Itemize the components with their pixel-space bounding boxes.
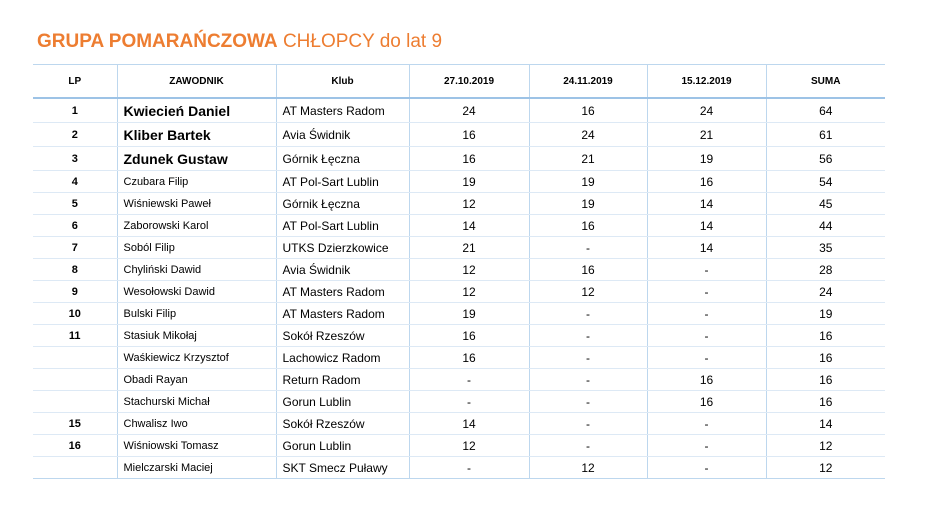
cell-club: Return Radom <box>276 369 409 391</box>
cell-date-1: 12 <box>409 193 529 215</box>
cell-date-1: 16 <box>409 325 529 347</box>
table-body <box>33 98 885 479</box>
cell-player: Bulski Filip <box>117 303 276 325</box>
cell-lp: 3 <box>33 147 117 171</box>
cell-lp <box>33 369 117 391</box>
table-row <box>33 215 885 237</box>
cell-club: Gorun Lublin <box>276 435 409 457</box>
table-row <box>33 147 885 171</box>
header-date-2: 24.11.2019 <box>529 65 647 99</box>
cell-date-3: - <box>647 325 766 347</box>
cell-lp: 9 <box>33 281 117 303</box>
table-row <box>33 98 885 123</box>
cell-sum: 24 <box>766 281 885 303</box>
cell-date-3: 14 <box>647 193 766 215</box>
cell-sum: 28 <box>766 259 885 281</box>
cell-club: AT Masters Radom <box>276 281 409 303</box>
header-date-1: 27.10.2019 <box>409 65 529 99</box>
table-row <box>33 281 885 303</box>
cell-player: Zdunek Gustaw <box>117 147 276 171</box>
cell-club: SKT Smecz Puławy <box>276 457 409 479</box>
cell-date-3: 19 <box>647 147 766 171</box>
cell-date-1: 21 <box>409 237 529 259</box>
header-player: ZAWODNIK <box>117 65 276 99</box>
cell-player: Chwalisz Iwo <box>117 413 276 435</box>
cell-date-2: - <box>529 303 647 325</box>
cell-date-2: - <box>529 325 647 347</box>
cell-club: AT Masters Radom <box>276 98 409 123</box>
cell-club: AT Pol-Sart Lublin <box>276 215 409 237</box>
cell-date-1: 12 <box>409 435 529 457</box>
cell-date-2: 12 <box>529 281 647 303</box>
cell-sum: 64 <box>766 98 885 123</box>
cell-date-1: 14 <box>409 413 529 435</box>
cell-player: Zaborowski Karol <box>117 215 276 237</box>
cell-sum: 14 <box>766 413 885 435</box>
cell-lp: 1 <box>33 98 117 123</box>
cell-player: Soból Filip <box>117 237 276 259</box>
cell-date-1: 16 <box>409 347 529 369</box>
cell-date-3: - <box>647 281 766 303</box>
cell-lp: 5 <box>33 193 117 215</box>
cell-date-2: 19 <box>529 193 647 215</box>
table-row <box>33 391 885 413</box>
cell-player: Chyliński Dawid <box>117 259 276 281</box>
table-row <box>33 347 885 369</box>
header-date-3: 15.12.2019 <box>647 65 766 99</box>
cell-player: Mielczarski Maciej <box>117 457 276 479</box>
cell-date-2: - <box>529 237 647 259</box>
cell-sum: 16 <box>766 391 885 413</box>
cell-player: Stasiuk Mikołaj <box>117 325 276 347</box>
cell-date-3: 21 <box>647 123 766 147</box>
cell-sum: 12 <box>766 457 885 479</box>
table-row <box>33 171 885 193</box>
cell-club: Avia Świdnik <box>276 259 409 281</box>
cell-date-3: 14 <box>647 215 766 237</box>
table-row <box>33 123 885 147</box>
cell-date-2: 24 <box>529 123 647 147</box>
cell-date-2: 16 <box>529 98 647 123</box>
cell-club: Górnik Łęczna <box>276 193 409 215</box>
cell-club: UTKS Dzierzkowice <box>276 237 409 259</box>
cell-player: Wesołowski Dawid <box>117 281 276 303</box>
cell-date-3: 16 <box>647 369 766 391</box>
cell-club: Gorun Lublin <box>276 391 409 413</box>
cell-date-2: - <box>529 347 647 369</box>
cell-lp <box>33 347 117 369</box>
cell-date-1: 16 <box>409 147 529 171</box>
cell-date-3: - <box>647 259 766 281</box>
header-sum: SUMA <box>766 65 885 99</box>
cell-lp: 4 <box>33 171 117 193</box>
cell-date-1: 19 <box>409 303 529 325</box>
cell-lp: 7 <box>33 237 117 259</box>
header-club: Klub <box>276 65 409 99</box>
cell-date-1: 19 <box>409 171 529 193</box>
cell-sum: 61 <box>766 123 885 147</box>
cell-date-3: 16 <box>647 391 766 413</box>
cell-lp: 11 <box>33 325 117 347</box>
cell-club: AT Masters Radom <box>276 303 409 325</box>
cell-date-2: 12 <box>529 457 647 479</box>
cell-sum: 16 <box>766 347 885 369</box>
cell-lp: 10 <box>33 303 117 325</box>
cell-date-3: - <box>647 457 766 479</box>
cell-date-1: - <box>409 369 529 391</box>
cell-player: Obadi Rayan <box>117 369 276 391</box>
cell-lp: 16 <box>33 435 117 457</box>
cell-date-1: - <box>409 391 529 413</box>
title-category: CHŁOPCY do lat 9 <box>282 31 443 52</box>
cell-date-1: - <box>409 457 529 479</box>
cell-lp <box>33 457 117 479</box>
cell-player: Kwiecień Daniel <box>117 98 276 123</box>
cell-date-3: 24 <box>647 98 766 123</box>
table-row <box>33 259 885 281</box>
cell-sum: 56 <box>766 147 885 171</box>
cell-date-3: - <box>647 413 766 435</box>
cell-date-2: - <box>529 391 647 413</box>
cell-date-2: 16 <box>529 215 647 237</box>
cell-player: Wiśniowski Tomasz <box>117 435 276 457</box>
cell-sum: 16 <box>766 369 885 391</box>
table-row <box>33 435 885 457</box>
cell-date-1: 14 <box>409 215 529 237</box>
cell-date-3: - <box>647 347 766 369</box>
cell-lp: 15 <box>33 413 117 435</box>
cell-lp: 6 <box>33 215 117 237</box>
cell-player: Waśkiewicz Krzysztof <box>117 347 276 369</box>
cell-sum: 54 <box>766 171 885 193</box>
cell-sum: 35 <box>766 237 885 259</box>
table-row <box>33 325 885 347</box>
cell-date-2: - <box>529 435 647 457</box>
cell-date-3: - <box>647 435 766 457</box>
cell-club: Sokół Rzeszów <box>276 325 409 347</box>
cell-date-1: 16 <box>409 123 529 147</box>
table-row <box>33 457 885 479</box>
cell-date-2: 21 <box>529 147 647 171</box>
cell-date-3: 16 <box>647 171 766 193</box>
cell-date-2: - <box>529 369 647 391</box>
results-table <box>33 64 885 479</box>
cell-player: Stachurski Michał <box>117 391 276 413</box>
cell-sum: 44 <box>766 215 885 237</box>
cell-club: AT Pol-Sart Lublin <box>276 171 409 193</box>
cell-club: Górnik Łęczna <box>276 147 409 171</box>
table-header-row <box>33 65 885 99</box>
table-row <box>33 413 885 435</box>
cell-club: Lachowicz Radom <box>276 347 409 369</box>
cell-lp: 2 <box>33 123 117 147</box>
cell-date-1: 24 <box>409 98 529 123</box>
cell-date-3: 14 <box>647 237 766 259</box>
cell-sum: 45 <box>766 193 885 215</box>
cell-club: Sokół Rzeszów <box>276 413 409 435</box>
table-row <box>33 237 885 259</box>
cell-sum: 19 <box>766 303 885 325</box>
cell-date-2: 19 <box>529 171 647 193</box>
table-row <box>33 193 885 215</box>
cell-date-1: 12 <box>409 259 529 281</box>
title-group: GRUPA POMARAŃCZOWA <box>37 31 278 52</box>
cell-date-2: 16 <box>529 259 647 281</box>
cell-lp <box>33 391 117 413</box>
cell-date-2: - <box>529 413 647 435</box>
page-title <box>37 30 442 54</box>
header-lp: LP <box>33 65 117 99</box>
cell-player: Kliber Bartek <box>117 123 276 147</box>
cell-player: Czubara Filip <box>117 171 276 193</box>
cell-sum: 16 <box>766 325 885 347</box>
table-row <box>33 369 885 391</box>
cell-date-1: 12 <box>409 281 529 303</box>
cell-club: Avia Świdnik <box>276 123 409 147</box>
cell-date-3: - <box>647 303 766 325</box>
table-row <box>33 303 885 325</box>
cell-lp: 8 <box>33 259 117 281</box>
cell-player: Wiśniewski Paweł <box>117 193 276 215</box>
cell-sum: 12 <box>766 435 885 457</box>
